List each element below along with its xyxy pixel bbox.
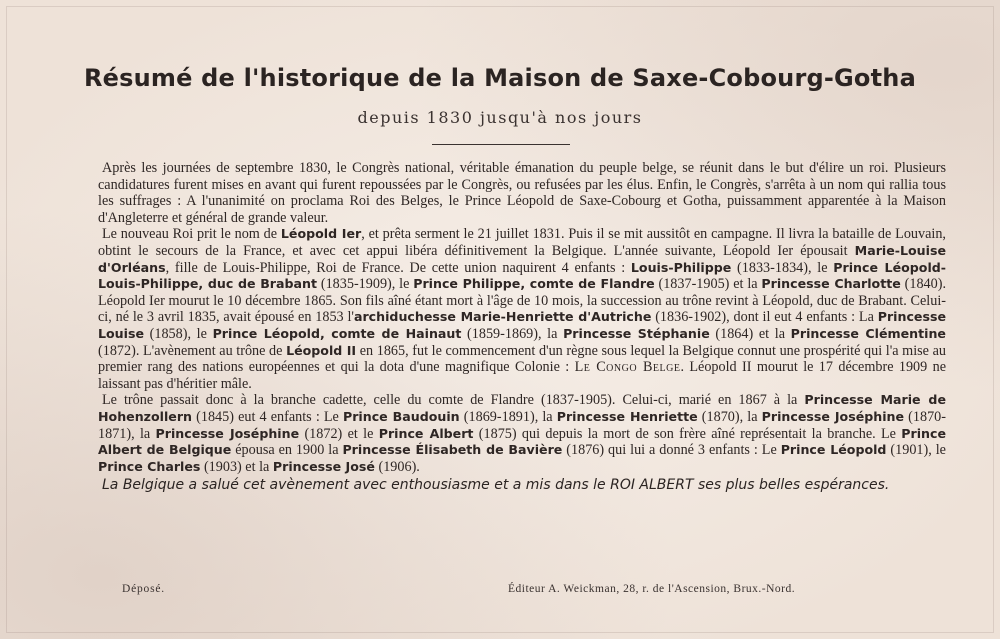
closing-statement: La Belgique a salué cet avènement avec enthousiasme et a mis dans le ROI ALBERT ses plus belles espérances. bbox=[102, 477, 890, 494]
footer-publisher: Éditeur A. Weickman, 28, r. de l'Ascension, Brux.-Nord. bbox=[508, 583, 796, 595]
history-text bbox=[98, 160, 946, 494]
paragraph-3: Le trône passait donc à la branche cadette, celle du comte de Flandre (1837-1905). Celui-ci, marié en 1867 à la Princesse Marie de Hohenzollern (1845) eut 4 enfants : Le Prince Baudouin (1869-1891), la Princesse Henriette (1870), la Princesse Joséphine (1870-1871), la Princesse Joséphine (1872) et le Prince Albert (1875) qui depuis la mort de son frère aîné représentait la branche. Le Prince Albert de Belgique épousa en 1900 la Princesse Élisabeth de Bavière (1876) qui lui a donné 3 enfants : Le Prince Léopold (1901), le Prince Charles (1903) et la Princesse José (1906). bbox=[98, 392, 947, 475]
title-divider bbox=[432, 144, 570, 145]
footer-deposit-note: Déposé. bbox=[122, 583, 165, 595]
paragraph-2: Le nouveau Roi prit le nom de Léopold Ier, et prêta serment le 21 juillet 1831. Puis il se mit aussitôt en campagne. Il livra la bataille de Louvain, obtint le secours de la France, et avec cet appui libéra définitivement la Belgique. L'année suivante, Léopold Ier épousait Marie-Louise d'Orléans, fille de Louis-Philippe, Roi de France. De cette union naquirent 4 enfants : Louis-Philippe (1833-1834), le Prince Léopold-Louis-Philippe, duc de Brabant (1835-1909), le Prince Philippe, comte de Flandre (1837-1905) et la Princesse Charlotte (1840). Léopold Ier mourut le 10 décembre 1865. Son fils aîné étant mort à l'âge de 10 mois, la succession au trône revint à Léopold, duc de Brabant. Celui-ci, né le 3 avril 1835, avait épousé en 1853 l'archiduchesse Marie-Henriette d'Autriche (1836-1902), dont il eut 4 enfants : La Princesse Louise (1858), le Prince Léopold, comte de Hainaut (1859-1869), la Princesse Stéphanie (1864) et la Princesse Clémentine (1872). L'avènement au trône de Léopold II en 1865, fut le commencement d'un règne sous lequel la Belgique connut une prospérité qui l'a mise au premier rang des nations européennes et qui la dota d'une magnifique Colonie : Le Congo Belge. Léopold II mourut le 17 décembre 1909 ne laissant pas d'héritier mâle. bbox=[98, 226, 947, 392]
page-title: Résumé de l'historique de la Maison de Saxe-Cobourg-Gotha bbox=[84, 64, 916, 92]
paragraph-1: Après les journées de septembre 1830, le Congrès national, véritable émanation du peuple belge, se réunit dans le but d'élire un roi. Plusieurs candidatures furent mises en avant qui furent repoussées par le Congrès, ou refusées par les élus. Enfin, le Congrès, s'arrêta à un nom qui rallia tous les suffrages : A l'unanimité on proclama Roi des Belges, le Prince Léopold de Saxe-Cobourg et Gotha, puissamment apparentée à la Maison d'Angleterre et général de grande valeur. bbox=[98, 160, 946, 226]
page-subtitle: depuis 1830 jusqu'à nos jours bbox=[357, 108, 643, 127]
